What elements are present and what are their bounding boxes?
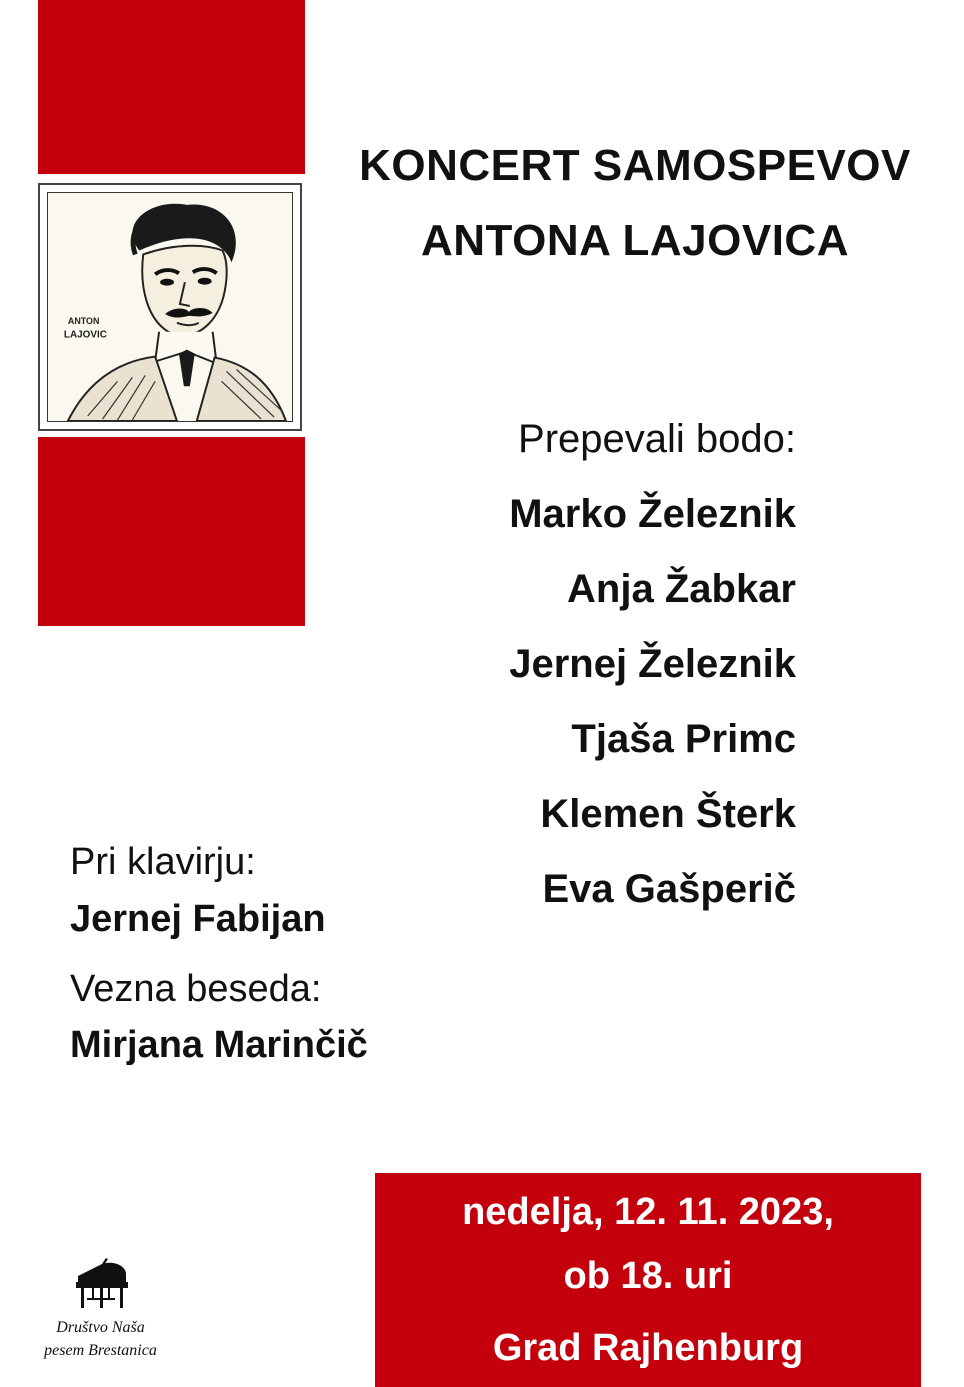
event-place: Grad Rajhenburg [492, 1327, 804, 1369]
organizer-name-line1: Društvo Naša [56, 1319, 145, 1336]
portrait-drawing [47, 192, 293, 422]
performer-name: Jernej Železnik [509, 642, 796, 686]
moderator-label: Vezna beseda: [70, 968, 322, 1010]
grand-piano-icon [72, 1258, 130, 1310]
performer-name: Anja Žabkar [567, 567, 796, 611]
performers-list [509, 416, 796, 941]
pianist-label: Pri klavirju: [70, 841, 256, 883]
event-time: ob 18. uri [563, 1255, 733, 1297]
portrait-caption-2: LAJOVIC [63, 329, 107, 341]
moderator-name: Mirjana Marinčič [70, 1024, 368, 1066]
organizer-name-line2: pesem Brestanica [44, 1342, 157, 1359]
portrait-sketch-image [48, 193, 292, 421]
red-block-bottom [38, 437, 305, 626]
pianist-block [70, 840, 326, 941]
performers-heading: Prepevali bodo: [518, 417, 796, 461]
event-info-box [375, 1173, 921, 1387]
portrait-illustration [38, 183, 302, 431]
red-block-top [38, 0, 305, 174]
moderator-block [70, 967, 368, 1067]
pianist-name: Jernej Fabijan [70, 898, 326, 940]
performer-name: Eva Gašperič [542, 867, 796, 911]
performer-name: Klemen Šterk [540, 792, 796, 836]
concert-title-line1: KONCERT SAMOSPEVOV [359, 141, 911, 190]
performer-name: Tjaša Primc [571, 717, 796, 761]
performer-name: Marko Železnik [509, 492, 796, 536]
event-date: nedelja, 12. 11. 2023, [462, 1191, 834, 1233]
organizer-logo [28, 1258, 173, 1362]
portrait-caption-1: ANTON [67, 315, 100, 326]
concert-title-line2: ANTONA LAJOVICA [421, 216, 849, 265]
